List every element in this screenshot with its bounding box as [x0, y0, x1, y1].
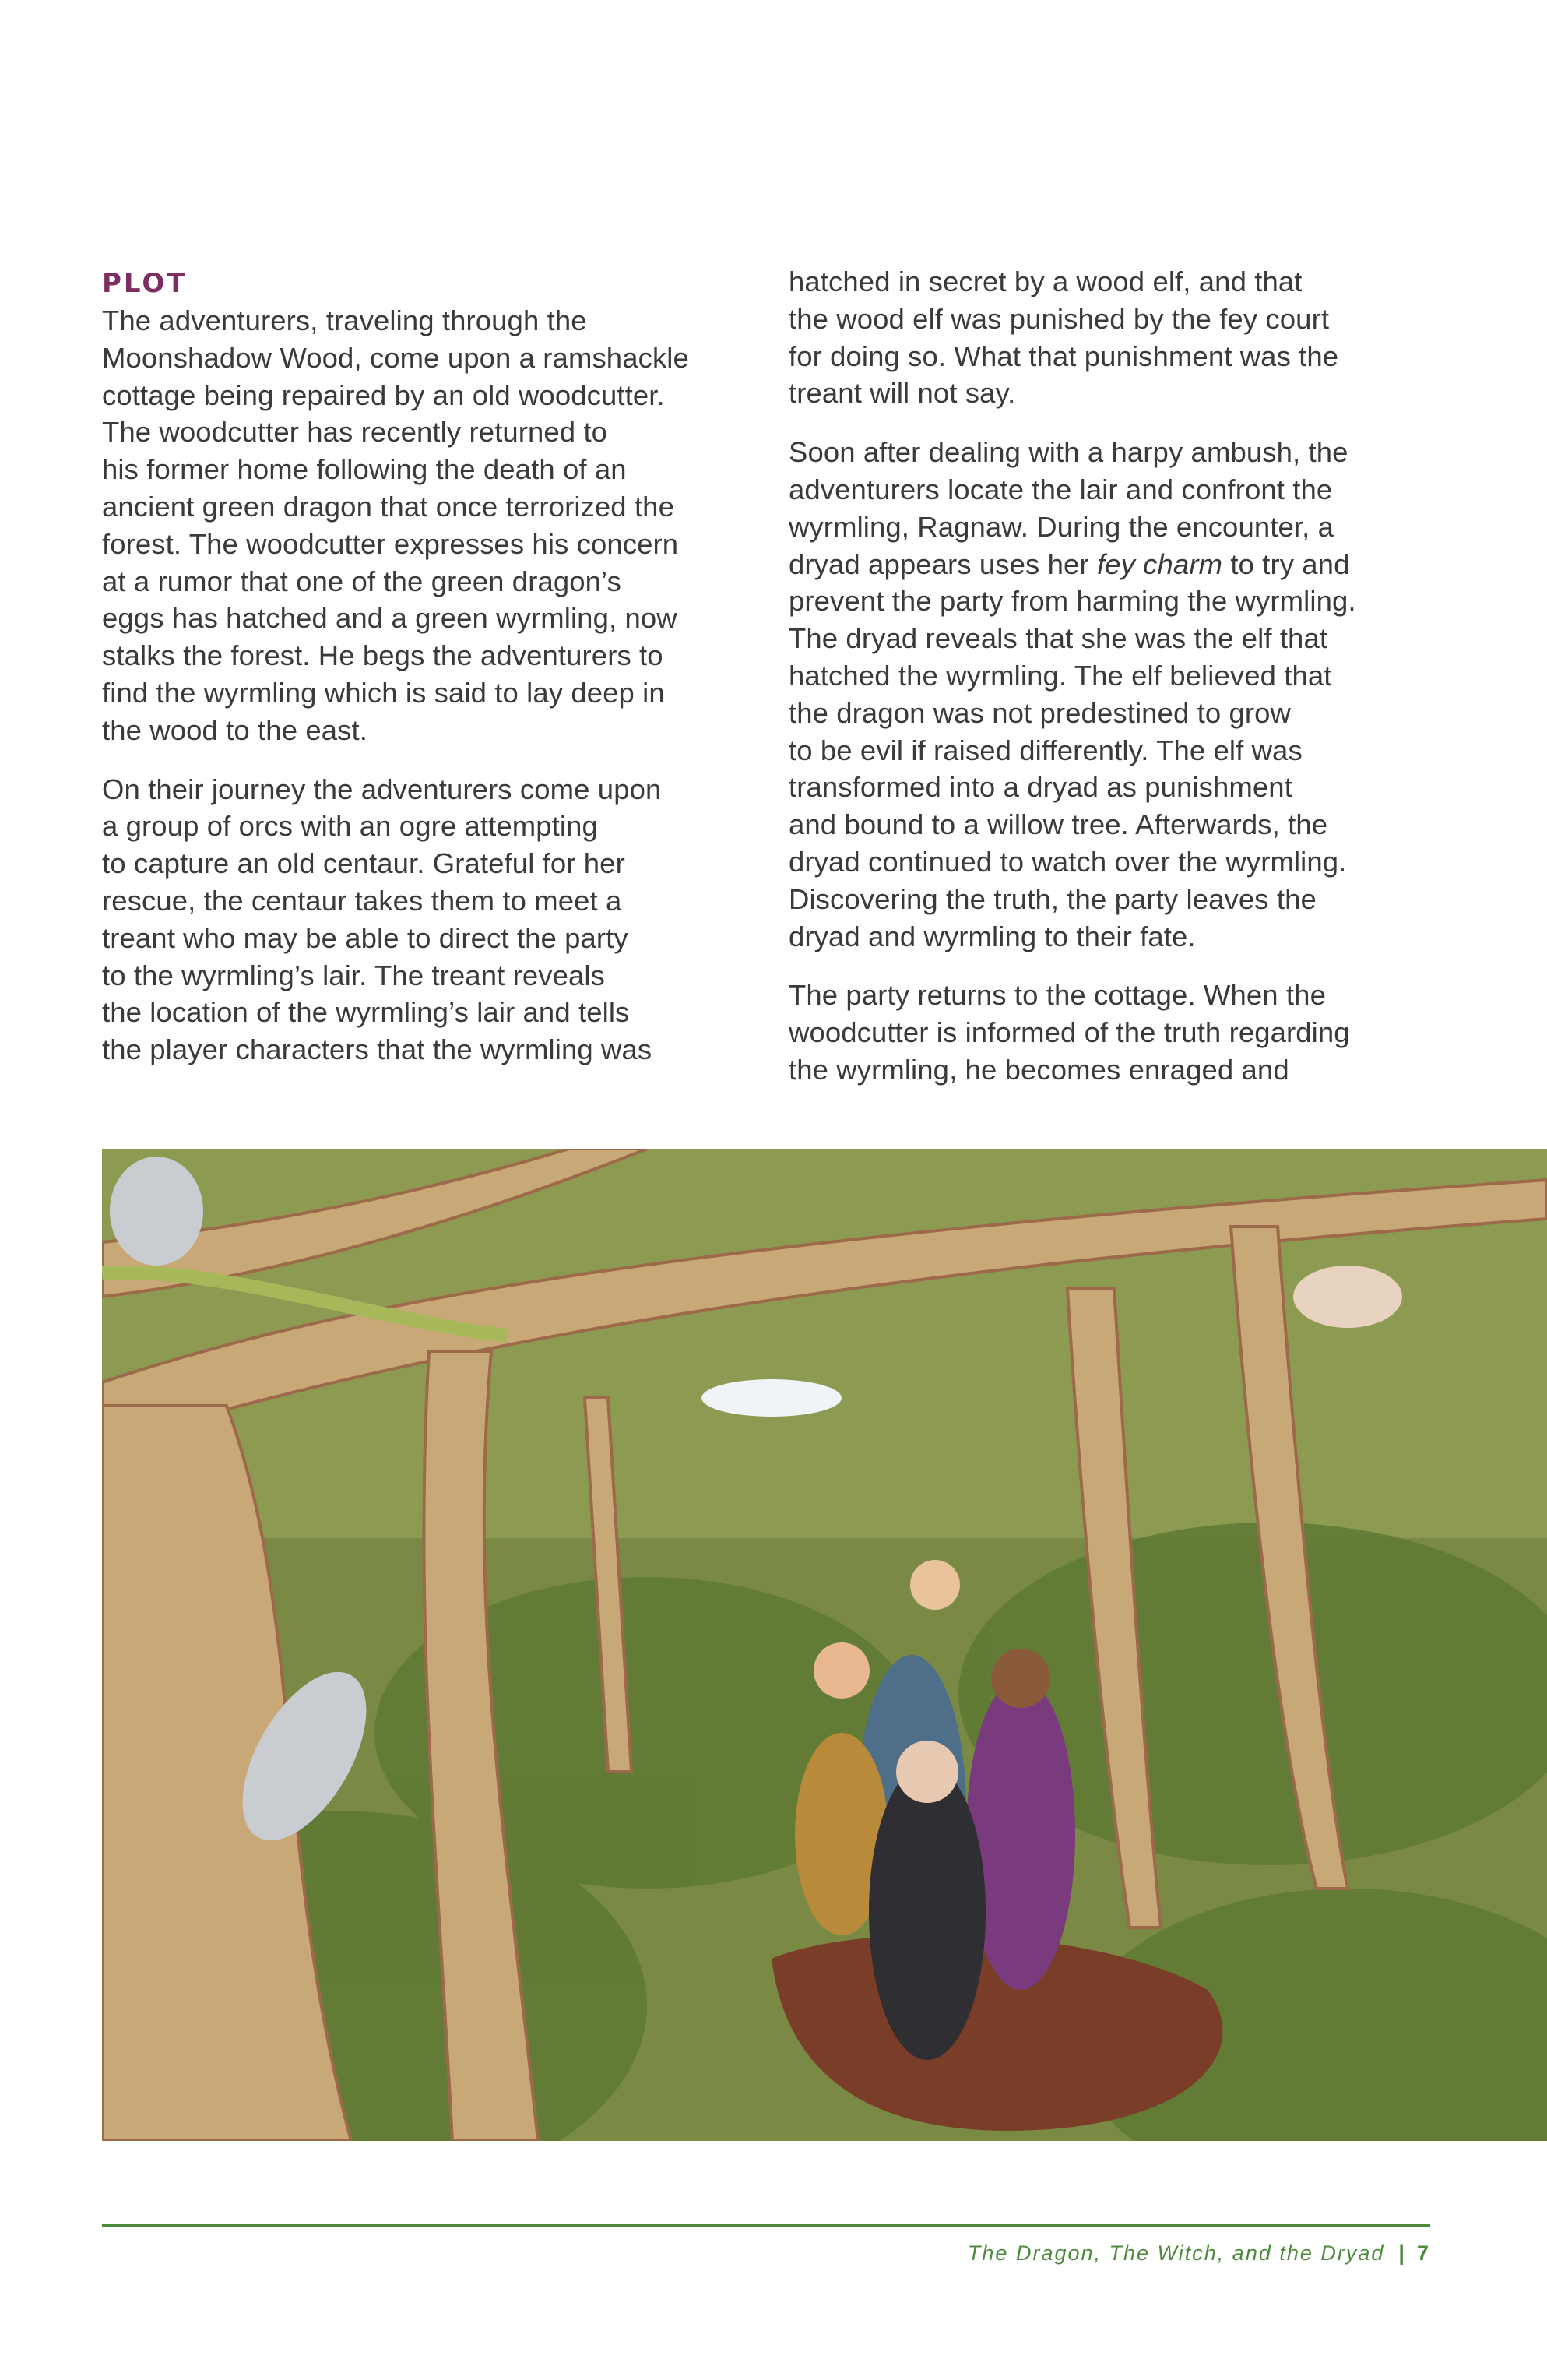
paragraph [789, 263, 1443, 412]
text-line [789, 546, 1443, 583]
text-line: for doing so. What that punishment was the [789, 340, 1339, 372]
paragraph [102, 302, 756, 749]
paragraph [102, 771, 756, 1069]
text-line: treant will not say. [789, 377, 1016, 410]
paragraph [789, 977, 1443, 1088]
text-line: cottage being repaired by an old woodcutter. [102, 378, 665, 411]
text-line: the location of the wyrmling’s lair and tells [102, 996, 630, 1029]
text-line: On their journey the adventurers come upon [102, 773, 662, 805]
text-line: to capture an old centaur. Grateful for her [102, 847, 625, 880]
text-line: transformed into a dryad as punishment [789, 771, 1292, 804]
text-line: to the wyrmling’s lair. The treant reveals [102, 959, 605, 991]
text-line: The party returns to the cottage. When the [789, 979, 1326, 1012]
text-line: prevent the party from harming the wyrmling. [789, 585, 1356, 618]
text-line: at a rumor that one of the green dragon’s [102, 565, 621, 597]
text-segment: to try and [1222, 547, 1350, 580]
text-line: the wood elf was punished by the fey court [789, 302, 1330, 335]
page-footer [968, 2241, 1430, 2266]
text-line: the player characters that the wyrmling was [102, 1033, 652, 1066]
paragraph [789, 434, 1443, 955]
text-line: woodcutter is informed of the truth regarding [789, 1016, 1350, 1049]
text-line: hatched the wyrmling. The elf believed that [789, 659, 1332, 692]
text-line: forest. The woodcutter expresses his concern [102, 527, 679, 560]
text-line: Moonshadow Wood, come upon a ramshackle [102, 341, 689, 374]
text-line: The adventurers, traveling through the [102, 305, 587, 336]
text-line: dryad and wyrmling to their fate. [789, 920, 1196, 952]
section-heading: PLOT [102, 268, 188, 299]
right-column [789, 263, 1443, 1111]
footer-divider [102, 2224, 1430, 2227]
text-line: rescue, the centaur takes them to meet a [102, 884, 622, 917]
text-line: adventurers locate the lair and confront the [789, 473, 1333, 505]
text-segment: dryad appears uses her [789, 547, 1097, 580]
text-line: dryad continued to watch over the wyrmling. [789, 845, 1347, 878]
adventurers-in-forest-image [102, 1149, 1547, 2141]
left-column [102, 262, 756, 1090]
italic-term: fey charm [1096, 547, 1223, 580]
text-line: The dryad reveals that she was the elf that [789, 622, 1328, 655]
text-line: to be evil if raised differently. The elf was [789, 734, 1303, 766]
footer-title: The Dragon, The Witch, and the Dryad [967, 2241, 1385, 2265]
text-line: ancient green dragon that once terrorized the [102, 490, 674, 523]
text-line: find the wyrmling which is said to lay deep in [102, 676, 665, 709]
footer-separator: | [1398, 2241, 1406, 2265]
text-line: his former home following the death of an [102, 453, 627, 486]
page-number: 7 [1416, 2241, 1430, 2265]
text-line: stalks the forest. He begs the adventurers to [102, 639, 663, 672]
text-line: the wood to the east. [102, 713, 367, 746]
forest-illustration [102, 1149, 1547, 2141]
text-line: The woodcutter has recently returned to [102, 416, 608, 449]
text-line: eggs has hatched and a green wyrmling, now [102, 602, 677, 635]
text-line: wyrmling, Ragnaw. During the encounter, a [789, 510, 1334, 543]
text-line: Discovering the truth, the party leaves the [789, 882, 1317, 915]
text-line: hatched in secret by a wood elf, and that [789, 266, 1303, 298]
text-line: Soon after dealing with a harpy ambush, the [789, 436, 1348, 469]
text-line: the dragon was not predestined to grow [789, 696, 1291, 729]
text-line: treant who may be able to direct the party [102, 921, 628, 954]
text-line: a group of orcs with an ogre attempting [102, 810, 598, 843]
text-line: the wyrmling, he becomes enraged and [789, 1053, 1289, 1086]
text-line: and bound to a willow tree. Afterwards, the [789, 808, 1328, 841]
